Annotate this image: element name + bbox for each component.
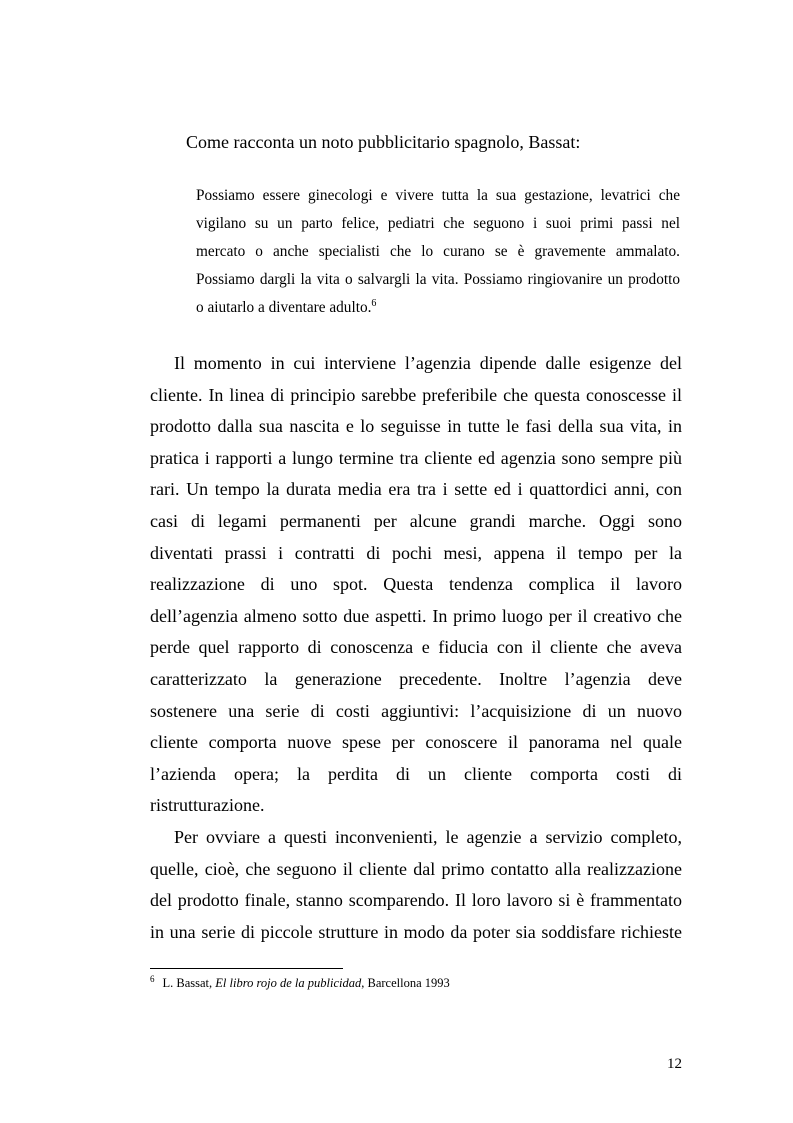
body-line: diventati prassi i contratti di pochi mesi, appena il tempo per la: [150, 542, 682, 563]
body-line: pratica i rapporti a lungo termine tra cliente ed agenzia sono sempre più: [150, 447, 682, 468]
body-text: [150, 348, 682, 948]
body-line: ristrutturazione.: [150, 795, 265, 816]
intro-line: Come racconta un noto pubblicitario spagnolo, Bassat:: [186, 132, 581, 152]
quote-line: vigilano su un parto felice, pediatri che seguono i suoi primi passi nel: [196, 215, 680, 232]
body-line: perde quel rapporto di conoscenza e fiducia con il cliente che aveva: [150, 637, 682, 658]
page-number: 12: [667, 1056, 682, 1072]
footnote-reference[interactable]: 6: [371, 298, 377, 309]
footnote-author: L. Bassat,: [162, 976, 213, 990]
body-line: casi di legami permanenti per alcune grandi marche. Oggi sono: [150, 510, 682, 531]
body-line: in una serie di piccole strutture in modo da poter sia soddisfare richieste: [150, 921, 682, 942]
body-line: del prodotto finale, stanno scomparendo. Il loro lavoro si è frammentato: [150, 890, 682, 911]
body-line: rari. Un tempo la durata media era tra i sette ed i quattordici anni, con: [150, 479, 682, 500]
body-line: quelle, cioè, che seguono il cliente dal primo contatto alla realizzazione: [150, 858, 682, 879]
quote-line: Possiamo dargli la vita o salvargli la vita. Possiamo ringiovanire un prodotto: [196, 271, 680, 288]
body-line: dell’agenzia almeno sotto due aspetti. In primo luogo per il creativo che: [150, 605, 682, 626]
footnote: [150, 976, 450, 991]
body-line: realizzazione di uno spot. Questa tendenza complica il lavoro: [150, 574, 682, 595]
body-line: Per ovviare a questi inconvenienti, le agenzie a servizio completo,: [174, 826, 682, 847]
body-line: cliente. In linea di principio sarebbe preferibile che questa conoscesse il: [150, 384, 682, 405]
footnote-separator: [150, 968, 343, 969]
footnote-number: 6: [150, 974, 155, 984]
footnote-rest: , Barcellona 1993: [361, 976, 450, 990]
body-line: prodotto dalla sua nascita e lo seguisse in tutte le fasi della sua vita, in: [150, 416, 682, 437]
footnote-title: El libro rojo de la publicidad: [215, 976, 362, 990]
body-line: caratterizzato la generazione precedente. Inoltre l’agenzia deve: [150, 668, 682, 689]
quote-line-text: o aiutarlo a diventare adulto.: [196, 299, 372, 316]
body-line: l’azienda opera; la perdita di un cliente comporta costi di: [150, 763, 682, 784]
quote-line: Possiamo essere ginecologi e vivere tutta la sua gestazione, levatrici che: [196, 187, 680, 204]
quote-line: mercato o anche specialisti che lo curano se è gravemente ammalato.: [196, 243, 680, 260]
body-line: Il momento in cui interviene l’agenzia dipende dalle esigenze del: [174, 353, 682, 373]
quote-line: [196, 294, 680, 322]
block-quote: [196, 182, 680, 322]
body-line: cliente comporta nuove spese per conoscere il panorama nel quale: [150, 732, 682, 753]
body-line: sostenere una serie di costi aggiuntivi: l’acquisizione di un nuovo: [150, 700, 682, 721]
